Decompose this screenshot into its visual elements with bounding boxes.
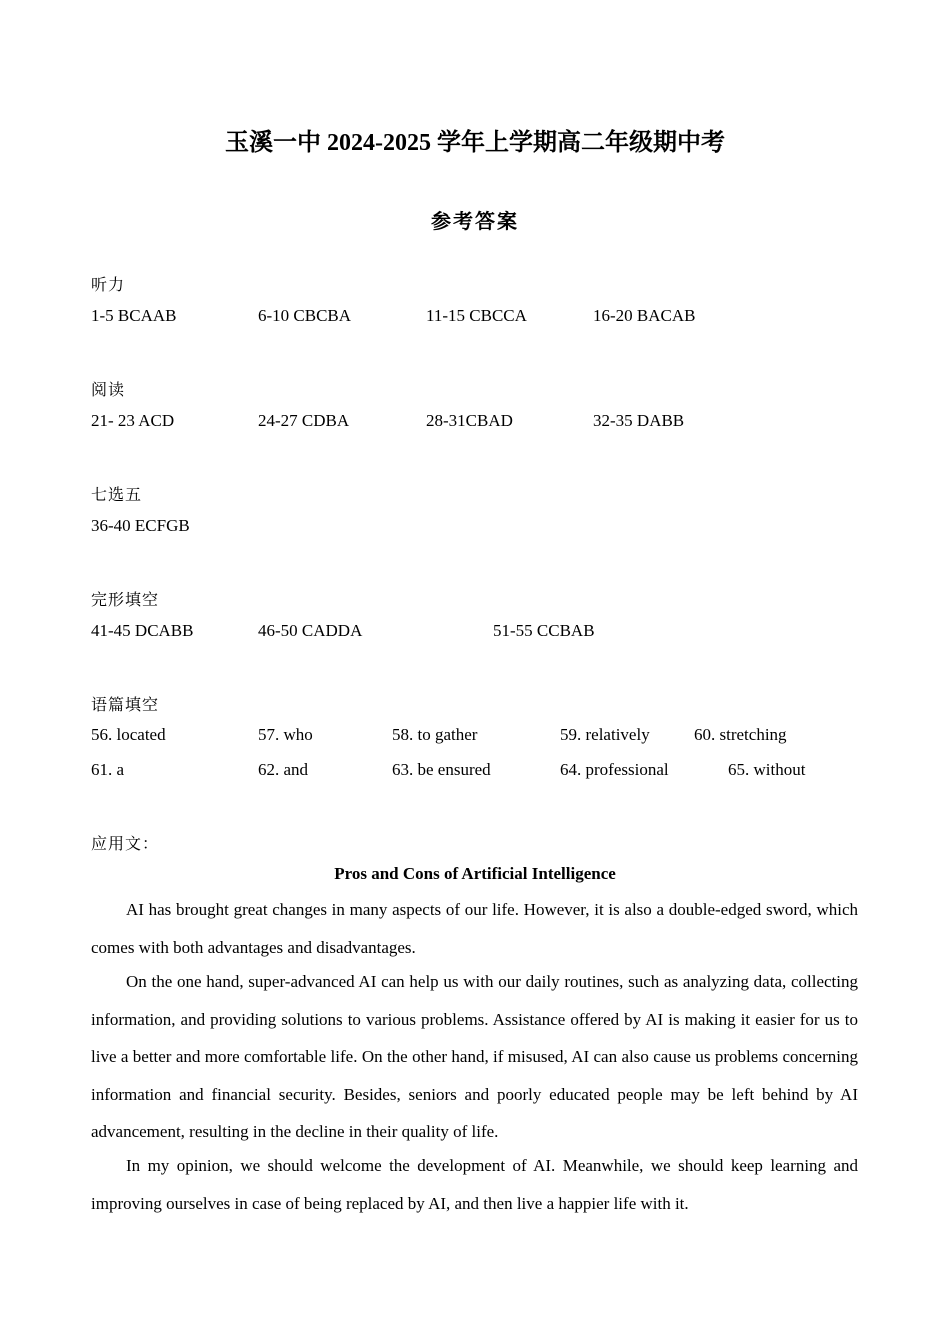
essay-paragraph: In my opinion, we should welcome the development of AI. Meanwhile, we should keep learning and improving ourselves in case of being replaced by AI, and then live a happier life with it. — [91, 1156, 858, 1213]
answer-item: 56. located — [91, 725, 166, 744]
answer-item: 24-27 CDBA — [258, 411, 350, 430]
answer-item: 63. be ensured — [392, 760, 491, 779]
essay-title: Pros and Cons of Artificial Intelligence — [334, 864, 616, 883]
answer-item: 11-15 CBCCA — [426, 306, 527, 325]
answer-item: 60. stretching — [694, 725, 787, 744]
answer-item: 16-20 BACAB — [593, 306, 696, 325]
answer-item: 64. professional — [560, 760, 669, 779]
answer-item: 28-31CBAD — [426, 411, 513, 430]
answer-item: 59. relatively — [560, 725, 650, 744]
section-label-cloze: 完形填空 — [91, 590, 160, 609]
section-label-seven-choose-five: 七选五 — [91, 485, 143, 504]
essay-paragraph: AI has brought great changes in many aspects of our life. However, it is also a double-edged sword, which comes with both advantages and disadvantages. — [91, 900, 858, 957]
answer-item: 58. to gather — [392, 725, 478, 744]
answer-item: 65. without — [728, 760, 806, 779]
essay-paragraph: On the one hand, super-advanced AI can help us with our daily routines, such as analyzing data, collecting information, and providing solutions to various problems. Assistance offered by AI is making it easier for us to live a better and more comfortable life. On the other hand, if misused, AI can also cause us problems concerning information and financial security. Besides, seniors and poorly educated people may be left behind by AI advancement, resulting in the decline in their quality of life. — [91, 972, 858, 1141]
answer-item: 1-5 BCAAB — [91, 306, 177, 325]
section-label-listening: 听力 — [91, 275, 126, 294]
answer-item: 61. a — [91, 760, 125, 779]
section-label-grammar-fill: 语篇填空 — [91, 695, 160, 714]
section-label-reading: 阅读 — [91, 380, 126, 399]
section-label-writing: 应用文： — [91, 834, 160, 853]
page-title: 玉溪一中 2024-2025 学年上学期高二年级期中考 — [225, 130, 725, 156]
page-subtitle: 参考答案 — [431, 209, 519, 233]
answer-item: 32-35 DABB — [593, 411, 685, 430]
answer-item: 46-50 CADDA — [258, 621, 363, 640]
answer-item: 6-10 CBCBA — [258, 306, 352, 325]
answer-item: 51-55 CCBAB — [493, 621, 595, 640]
answer-item: 41-45 DCABB — [91, 621, 194, 640]
answer-item: 36-40 ECFGB — [91, 516, 190, 535]
answer-item: 62. and — [258, 760, 309, 779]
answer-item: 57. who — [258, 725, 313, 744]
answer-item: 21- 23 ACD — [91, 411, 175, 430]
